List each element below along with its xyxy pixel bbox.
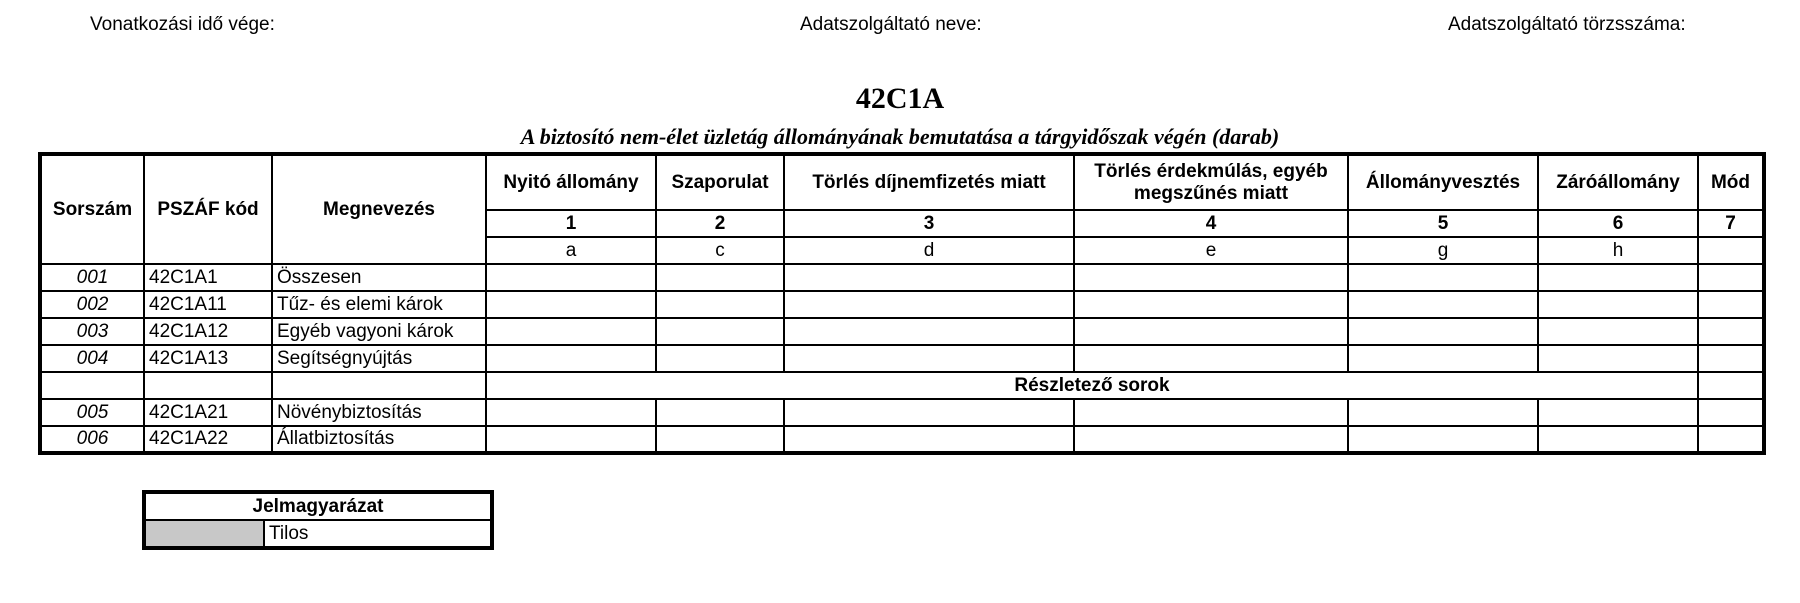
legend-table [142,490,494,550]
row-number: 005 [40,399,144,426]
header-megnevezes: Megnevezés [272,154,486,264]
value-cell[interactable] [1698,345,1764,372]
value-cell[interactable] [1698,291,1764,318]
value-cell[interactable] [1348,318,1538,345]
value-cell[interactable] [656,291,784,318]
row-code: 42C1A12 [144,318,272,345]
value-cell[interactable] [486,426,656,453]
header-col-6: Záróállomány [1538,154,1698,210]
value-cell[interactable] [486,264,656,291]
col-number: 2 [656,210,784,237]
value-cell[interactable] [784,345,1074,372]
value-cell[interactable] [1538,345,1698,372]
header-sorszam: Sorszám [40,154,144,264]
value-cell[interactable] [1538,399,1698,426]
row-number: 002 [40,291,144,318]
row-code: 42C1A21 [144,399,272,426]
value-cell[interactable] [1074,291,1348,318]
form-subtitle: A biztosító nem-élet üzletág állományának bemutatása a tárgyidőszak végén (darab) [520,124,1280,149]
value-cell[interactable] [784,426,1074,453]
value-cell[interactable] [1538,264,1698,291]
value-cell[interactable] [1698,318,1764,345]
legend-label: Tilos [264,520,492,548]
value-cell[interactable] [784,291,1074,318]
legend-swatch [144,520,264,548]
row-code: 42C1A1 [144,264,272,291]
table-row [40,426,1764,453]
row-code: 42C1A13 [144,345,272,372]
value-cell[interactable] [1698,426,1764,453]
col-letter: g [1348,237,1538,264]
row-code: 42C1A22 [144,426,272,453]
header-col-7: Mód [1698,154,1764,210]
row-name: Növénybiztosítás [272,399,486,426]
table-row [40,399,1764,426]
value-cell[interactable] [486,291,656,318]
section-empty [144,372,272,399]
col-letter: h [1538,237,1698,264]
value-cell[interactable] [1074,399,1348,426]
col-number: 3 [784,210,1074,237]
value-cell[interactable] [656,264,784,291]
col-number: 5 [1348,210,1538,237]
header-col-4: Törlés érdekmúlás, egyéb megszűnés miatt [1074,154,1348,210]
header-pszaf-kod: PSZÁF kód [144,154,272,264]
col-letter: d [784,237,1074,264]
value-cell[interactable] [486,318,656,345]
value-cell[interactable] [1348,264,1538,291]
value-cell[interactable] [1348,426,1538,453]
col-number: 7 [1698,210,1764,237]
value-cell[interactable] [1538,291,1698,318]
data-table [38,152,1766,455]
col-letter: a [486,237,656,264]
reference-period-label: Vonatkozási idő vége: [90,14,275,35]
section-empty [272,372,486,399]
header-col-5: Állományvesztés [1348,154,1538,210]
value-cell[interactable] [656,399,784,426]
value-cell[interactable] [656,426,784,453]
value-cell[interactable] [486,345,656,372]
row-code: 42C1A11 [144,291,272,318]
row-number: 003 [40,318,144,345]
header-col-2: Szaporulat [656,154,784,210]
row-name: Tűz- és elemi károk [272,291,486,318]
value-cell[interactable] [1074,264,1348,291]
col-letter: c [656,237,784,264]
value-cell[interactable] [656,345,784,372]
header-col-1: Nyitó állomány [486,154,656,210]
row-name: Összesen [272,264,486,291]
value-cell[interactable] [1348,399,1538,426]
value-cell[interactable] [656,318,784,345]
value-cell[interactable] [1698,264,1764,291]
value-cell[interactable] [784,318,1074,345]
table-row [40,318,1764,345]
provider-id-label: Adatszolgáltató törzsszáma: [1448,14,1686,35]
row-name: Állatbiztosítás [272,426,486,453]
section-row [40,372,1764,399]
form-code: 42C1A [855,82,945,115]
value-cell[interactable] [784,264,1074,291]
value-cell[interactable] [1074,318,1348,345]
row-number: 006 [40,426,144,453]
value-cell[interactable] [1348,291,1538,318]
value-cell[interactable] [486,399,656,426]
column-header-row [40,154,1764,210]
legend-title: Jelmagyarázat [144,492,492,520]
section-empty [1698,372,1764,399]
row-number: 001 [40,264,144,291]
col-number: 1 [486,210,656,237]
row-number: 004 [40,345,144,372]
table-row [40,264,1764,291]
value-cell[interactable] [1074,426,1348,453]
col-number: 4 [1074,210,1348,237]
value-cell[interactable] [1698,399,1764,426]
row-name: Segítségnyújtás [272,345,486,372]
value-cell[interactable] [1538,426,1698,453]
header-col-3: Törlés díjnemfizetés miatt [784,154,1074,210]
col-number: 6 [1538,210,1698,237]
section-empty [40,372,144,399]
col-letter: e [1074,237,1348,264]
value-cell[interactable] [1348,345,1538,372]
value-cell[interactable] [784,399,1074,426]
row-name: Egyéb vagyoni károk [272,318,486,345]
col-letter [1698,237,1764,264]
table-row [40,345,1764,372]
value-cell[interactable] [1074,345,1348,372]
section-label: Részletező sorok [486,372,1698,399]
table-row [40,291,1764,318]
provider-name-label: Adatszolgáltató neve: [800,14,982,35]
value-cell[interactable] [1538,318,1698,345]
